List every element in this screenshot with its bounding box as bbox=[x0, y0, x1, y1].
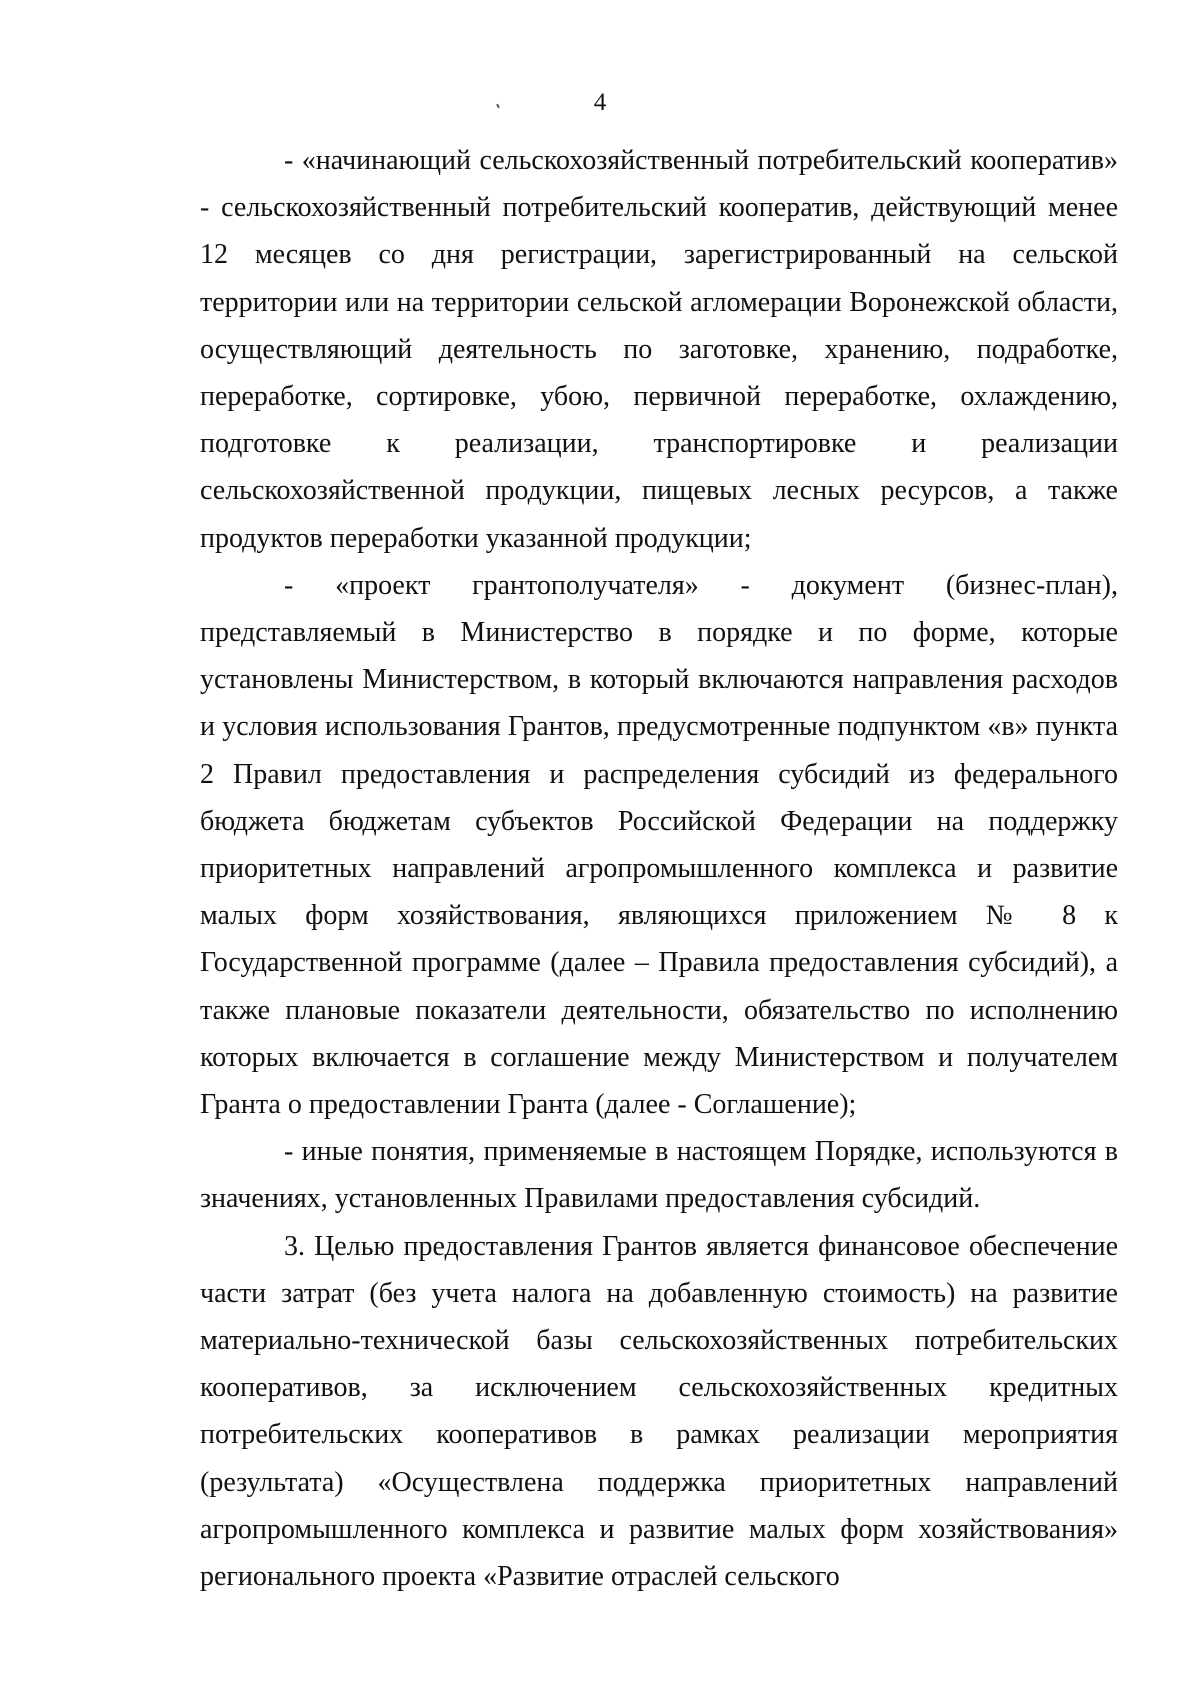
paragraph-cooperative-definition: - «начинающий сельскохозяйственный потребительский кооператив» - сельскохозяйственный потребительский кооператив, действующий менее 12 месяцев со дня регистрации, зарегистрированный на сельской территории или на территории сельской агломерации Воронежской области, осуществляющий деятельность по заготовке, хранению, подработке, переработке, сортировке, убою, первичной переработке, охлаждению, подготовке к реализации, транспортировке и реализации сельскохозяйственной продукции, пищевых лесных ресурсов, а также продуктов переработки указанной продукции; bbox=[200, 145, 1118, 554]
document-body bbox=[200, 137, 1118, 1600]
paragraph-project-definition: - «проект грантополучателя» - документ (бизнес-план), представляемый в Министерство в порядке и по форме, которые установлены Министерством, в который включаются направления расходов и условия использования Грантов, предусмотренные подпунктом «в» пункта 2 Правил предоставления и распределения субсидий из федерального бюджета бюджетам субъектов Российской Федерации на поддержку приоритетных направлений агропромышленного комплекса и развитие малых форм хозяйствования, являющихся приложением № 8 к Государственной программе (далее – Правила предоставления субсидий), а также плановые показатели деятельности, обязательство по исполнению которых включается в соглашение между Министерством и получателем Гранта о предоставлении Гранта (далее - Соглашение); bbox=[200, 569, 1118, 1121]
paragraph-purpose-clause-3: 3. Целью предоставления Грантов является финансовое обеспечение части затрат (без учета налога на добавленную стоимость) на развитие материально-технической базы сельскохозяйственных потребительских кооперативов, за исключением сельскохозяйственных кредитных потребительских кооперативов в рамках реализации мероприятия (результата) «Осуществлена поддержка приоритетных направлений агропромышленного комплекса и развитие малых форм хозяйствования» регионального проекта «Развитие отраслей сельского bbox=[200, 1230, 1118, 1593]
page-number: 4 bbox=[593, 89, 607, 116]
paragraph-other-concepts: - иные понятия, применяемые в настоящем Порядке, используются в значениях, установленных Правилами предоставления субсидий. bbox=[200, 1136, 1118, 1215]
